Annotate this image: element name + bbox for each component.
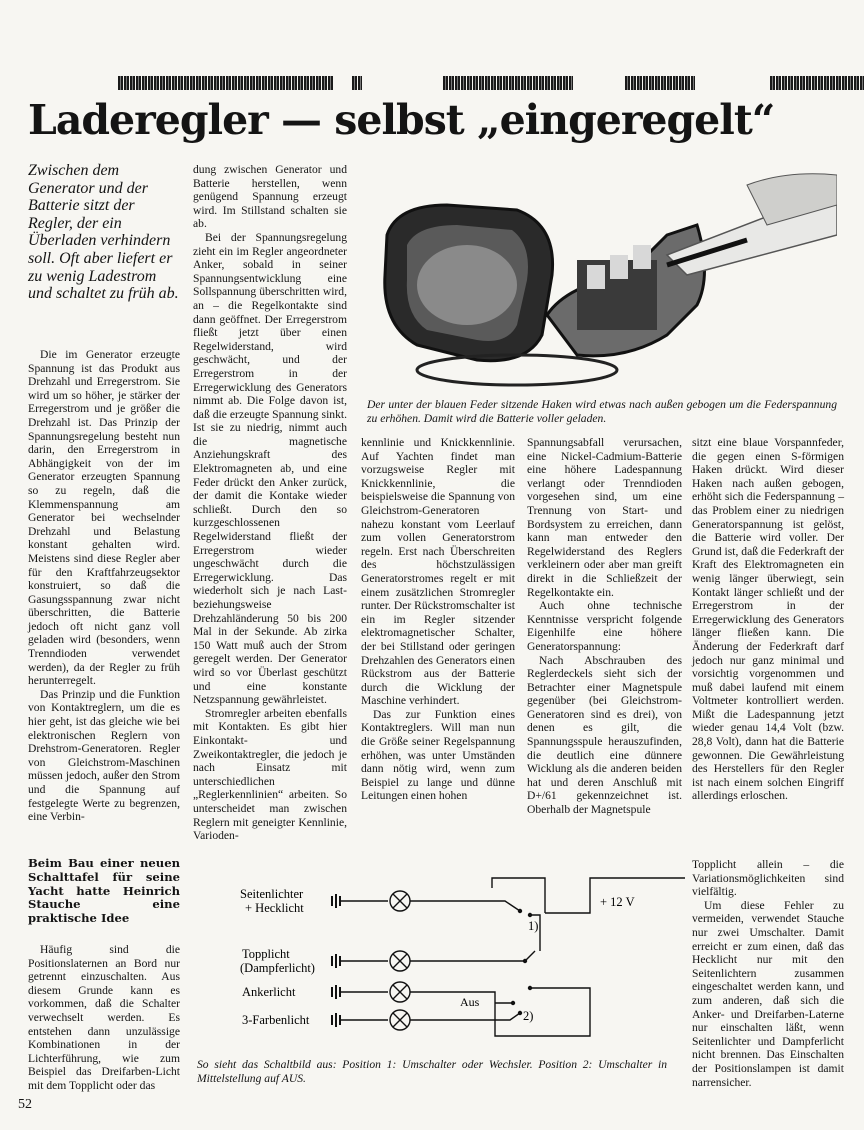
lead-paragraph: Zwischen dem Generator und der Batterie sitzt der Regler, der ein Überladen verhindern soll. Oft aber liefert er zu wenig Ladestrom und schaltet zu früh ab. — [28, 162, 179, 303]
top-rule-center — [443, 76, 573, 90]
box-heading: Beim Bau einer neuen Schalttafel für seine Yacht hatte Heinrich Stauche eine praktische Idee — [28, 856, 180, 926]
right-box — [692, 858, 844, 1089]
col3-para-1: kennlinie und Knickkennlinie. Auf Yachten findet man vorzugsweise Regler mit Knickkennlinie, die beispielsweise die Spannung von Gleichstrom-Generatoren nahezu konstant vom Leerlauf zum vollen Generatorstrom regeln. Erst nach Überschreiten des höchstzulässigen Generatorstromes regelt er mit einem zusätzlichen Stromregler runter. Der Rückstromschalter ist ein im Regler sitzender elektromagnetischer Schalter, der bei Stillstand oder geringen Drehzahlen des Generators einen Rückstrom aus der Batterie durch die Wicklung der Maschine verhindert. — [361, 436, 515, 708]
col4-para-1: Spannungsabfall verursachen, eine Nickel-Cadmium-Batterie eine höhere Ladespannung verlangt oder Trenndioden vorgesehen sind, um eine Trennung von Start- und Bordsystem zu erreichen, dann kann man entweder den Regelwiderstand des Reglers verkleinern oder aber man greift direkt in die Schließzeit der Regelkontakte ein. — [527, 436, 682, 599]
col2-para-2: Bei der Spannungsregelung zieht ein im Regler angeordneter Anker, sobald in seiner Spannungsentwicklung eine Sollspannung überschritten wird, an – die Regelkontakte sind dann geöffnet. Der Erregerstrom fließt jetzt über einen Regelwiderstand, wird geschwächt, und der Erregerstrom in der Erregerwicklung des Generators nimmt ab. Die Folge davon ist, daß die erzeugte Spannung sinkt. Ist sie zu niedrig, nimmt auch die magnetische Anziehungskraft des Elektromagneten ab, und eine Feder drückt den Anker zurück, der damit die Kontake wieder schließt. Durch den so kurzgeschlossenen Regelwiderstand fließt der Erregerstrom wieder ungeschwächt durch die Erregerwicklung. Das wiederholt sich je nach Last- beziehungsweise Drehzahländerung 50 bis 200 Mal in der Sekunde. Ab zirka 150 Watt muß auch der Strom geregelt werden. Der Generator wird so vor Überlast geschützt und eine konstante Netzspannung gewährleistet. — [193, 230, 347, 707]
top-rule-far-right — [770, 76, 864, 90]
page-number: 52 — [18, 1097, 32, 1112]
label-side-lights-2: + Hecklicht — [245, 901, 304, 915]
column-2 — [193, 163, 347, 843]
top-rule-right — [625, 76, 695, 90]
col4-para-3: Nach Abschrauben des Reglerdeckels sieht sich der Betrachter einer Magnetspule gegenüber (bei Gleichstrom-Generatoren sind es drei), von denen es gilt, die Spannungsspule herauszufinden, die deutlich eine dünnere Wicklung als die anderen beiden hat und deren Anschluß mit D+/61 gekennzeichnet ist. Oberhalb der Magnetspule — [527, 653, 682, 817]
column-4 — [527, 436, 682, 817]
label-tricolor: 3-Farbenlicht — [242, 1013, 310, 1027]
wiring-diagram — [195, 858, 685, 1053]
label-switch-2: 2) — [523, 1009, 534, 1023]
label-side-lights: Seitenlichter — [240, 887, 304, 901]
page-title: Laderegler — selbst „eingeregelt“ — [28, 96, 775, 144]
column-5 — [692, 436, 844, 803]
col3-para-2: Das zur Funktion eines Kontaktreglers. Will man nun die Größe seiner Regelspannung erhöhen, was unter Umständen dann nötig wird, wenn zum Beispiel zu lange und dünne Leitungen einen hohen — [361, 707, 515, 803]
box-text — [28, 943, 180, 1093]
top-rule-left — [118, 76, 333, 90]
col2-para-3: Stromregler arbeiten ebenfalls mit Kontakten. Es gibt hier Einkontakt- und Zweikontaktregler, die jedoch je nach Einsatz mit unterschiedlichen „Reglerkennlinien“ arbeiten. So unterscheidet man zwischen Reglern mit geneigter Kennlinie, Varioden- — [193, 706, 347, 843]
label-anchor-light: Ankerlicht — [242, 985, 296, 999]
right-box-para-2: Um diese Fehler zu vermeiden, verwendet Stauche nur zwei Umschalter. Damit erreicht er zum einen, daß das Hecklicht nur mit den Seitenlichtern zusammen eingeschaltet werden kann, und zum anderen, daß sich die Anker- und Dreifarben-Laterne nur einschalten läßt, wenn Seitenlichter und Dampferlicht nicht brennen. Das Einschalten der Positionslampen ist damit narrensicher. — [692, 898, 844, 1089]
label-masthead-2: (Dampferlicht) — [240, 961, 315, 975]
box-para: Häufig sind die Positionslaternen an Bord nur getrennt einzuschalten. Aus diesem Grunde kann es vorkommen, daß die Schalter verwechselt werden. Es entstehen dann unzulässige Kombinationen in der Lichterführung, wie zum Beispiel das Dreifarben-Licht mit dem Topplicht oder das — [28, 943, 180, 1092]
label-masthead: Topplicht — [242, 947, 290, 961]
col2-para-1: dung zwischen Generator und Batterie herstellen, wenn genügend Spannung erzeugt wird. Im Stillstand schalten sie ab. — [193, 163, 347, 231]
column-3 — [361, 436, 515, 803]
photo-caption: Der unter der blauen Feder sitzende Haken wird etwas nach außen gebogen um die Federspannung zu erhöhen. Damit wird die Batterie voller geladen. — [367, 398, 837, 425]
col1-para-1: Die im Generator erzeugte Spannung ist das Produkt aus Drehzahl und Erregerstrom. Sie wird um so höher, je stärker der Erregerstrom und je größer die Drehzahl ist. Das Prinzip der Spannungsregelung besteht nun darin, den Erregerstrom in Abhängigkeit von der im Generator erzeugten Spannung so zu regeln, daß die Klemmenspannung am Generator bei wechselnder Drehzahl und Belastung konstant gehalten wird. Meistens sind diese Regler aber für den Kraftfahrzeugsektor konstruiert, so daß die Gasungsspannung zwar nicht überschritten, die Batterie jedoch oft nicht ganz voll geladen wird (besonders, wenn Trenndioden verwendet werden), da der Regler zu früh herunterregelt. — [28, 348, 180, 688]
col4-para-2: Auch ohne technische Kenntnisse verspricht folgende Eigenhilfe eine höhere Generatorspannung: — [527, 599, 682, 653]
column-1 — [28, 348, 180, 824]
col5-para-1: sitzt eine blaue Vorspannfeder, die gegen einen S-förmigen Haken drückt. Wird dieser Haken nach außen gebogen, erhöht sich die Federspannung – das Problem einer zu niedrigen Generatorspannung ist gelöst, die Batterie wird voller. Der Grund ist, daß die Federkraft der Kraft des Elektromagneten ein wenig länger überwiegt, sein Kontakt länger schließt und der Erregerstrom in der Erregerwicklung des Generators länger fließen kann. Die Änderung der Federkraft darf jedoch nur ganz minimal und vorsichtig vorgenommen und muß dabei laufend mit einem Voltmeter kontrolliert werden. Mißt die Ladespannung jetzt wieder genau 14,4 Volt (bzw. 28,8 Volt), dann hat die Batterie gewonnen. Die Gewährleistung des Herstellers für den Regler ist nach einem solchen Eingriff allerdings erloschen. — [692, 436, 844, 803]
col1-para-2: Das Prinzip und die Funktion von Kontaktreglern, um die es hier geht, ist das gleiche wie bei elektronischen Reglern von Drehstrom-Generatoren. Regler von Gleichstrom-Maschinen müssen jedoch, außer den Strom und die Spannung auf festgelegte Werte zu begrenzen, eine Verbin- — [28, 687, 180, 824]
right-box-para-1: Topplicht allein – die Variationsmöglichkeiten sind vielfältig. — [692, 858, 844, 899]
label-supply: + 12 V — [600, 895, 635, 909]
label-off: Aus — [460, 995, 480, 1009]
label-switch-1: 1) — [528, 919, 539, 933]
regulator-photo — [367, 165, 837, 395]
top-rule-mid — [352, 76, 362, 90]
diagram-caption: So sieht das Schaltbild aus: Position 1: Umschalter oder Wechsler. Position 2: Umschalter in Mittelstellung auf AUS. — [197, 1058, 667, 1085]
